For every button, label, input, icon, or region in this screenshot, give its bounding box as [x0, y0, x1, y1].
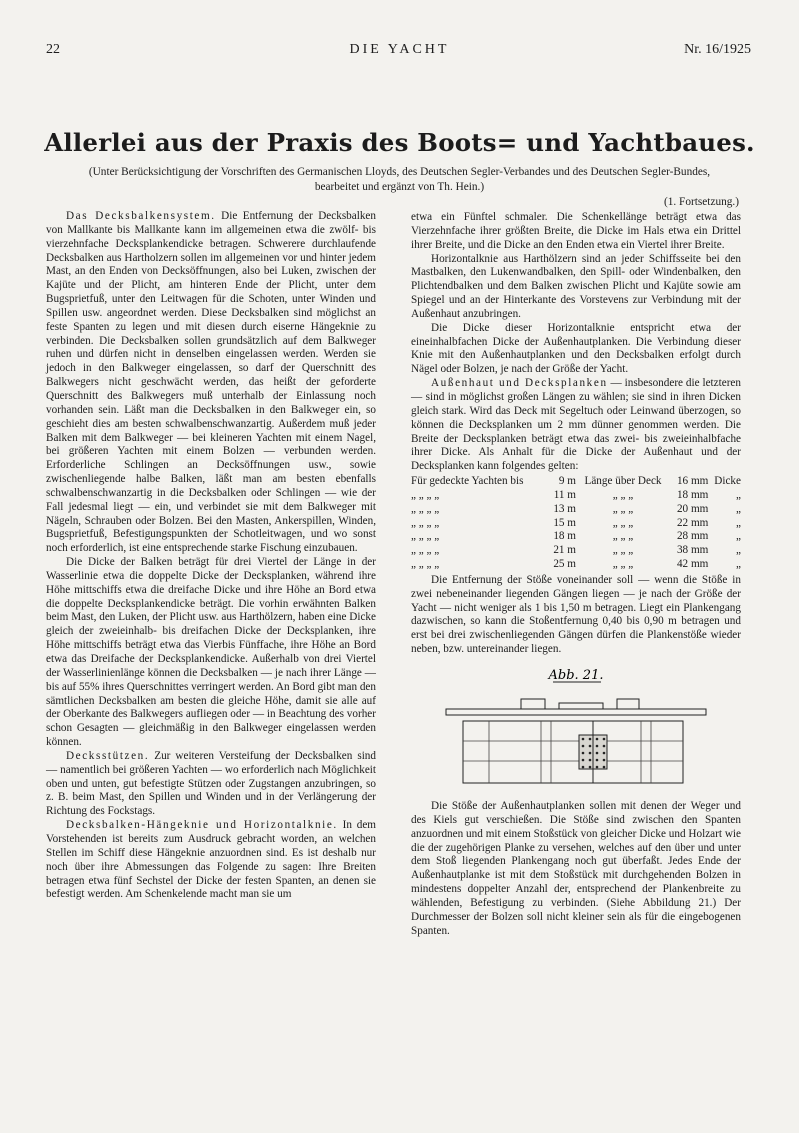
table-cell-suffix: „ [736, 488, 741, 501]
table-cell-prefix: Für gedeckte Yachten bis [411, 475, 524, 488]
continuation-note: (1. Fortsetzung.) [664, 196, 739, 208]
table-cell-mid: „ „ „ [612, 516, 634, 529]
table-cell-mid: „ „ „ [612, 544, 634, 557]
table-cell-suffix: „ [736, 516, 741, 529]
paragraph-text: Horizontalknie aus Harthölzern sind an jeder Schiffsseite bei den Mastbalken, den Lukenwandbalken, den Spill- oder Windenbalken, den Plichtendbalken und dem Balken zwischen Plicht und Kajüte sowie am Spiegel und an der Hinterkante des Vorstevens zur Verbindung mit der Außenhaut anzubringen. [411, 252, 741, 320]
paragraph [46, 556, 376, 750]
table-cell-suffix: „ [736, 558, 741, 571]
table-cell-suffix: Dicke [714, 475, 741, 488]
table-cell-prefix: „ „ „ „ [411, 558, 440, 571]
bolt-hole [582, 752, 585, 755]
table-cell-prefix: „ „ „ „ [411, 502, 440, 515]
table-cell-prefix: „ „ „ „ [411, 516, 440, 529]
paragraph [411, 377, 741, 474]
paragraph-text: etwa ein Fünftel schmaler. Die Schenkellänge beträgt etwa das Vierzehnfache ihrer größten Breite, die Dicke im Hals etwa ein Drittel ihrer Breite, und die Dicke an den Enden etwa ein Viertel ihrer Breite. [411, 211, 741, 251]
bolt-hole [582, 745, 585, 748]
left-column [46, 210, 376, 902]
table-cell-prefix: „ „ „ „ [411, 530, 440, 543]
table-row [411, 489, 741, 503]
table-row [411, 517, 741, 531]
bolt-hole [596, 752, 599, 755]
table-cell-length: 18 m [553, 530, 576, 543]
paragraph [411, 322, 741, 377]
bolt-hole [596, 766, 599, 769]
paragraph-text: Die Dicke dieser Horizontalknie entspricht etwa der eineinhalbfachen Dicke der Außenhautplanken. Die Verbindung dieser Knie mit den Außenhautplanken und den Decksbalken erfolgt durch Nägel oder Bolzen, je nach der Größe der Yacht. [411, 321, 741, 376]
table-row [411, 530, 741, 544]
figure-21 [411, 665, 741, 790]
bolt-hole [582, 766, 585, 769]
paragraph-lead: Das Decksbalkensystem. [66, 210, 216, 222]
table-row [411, 558, 741, 572]
table-row [411, 503, 741, 517]
bolt-hole [589, 745, 592, 748]
table-cell-suffix: „ [736, 502, 741, 515]
article-subtitle: (Unter Berücksichtigung der Vorschriften des Germanischen Lloyds, des Deutschen Segler-Verbandes und des Deutschen Segler-Bundes, [88, 166, 711, 178]
paragraph [46, 750, 376, 819]
bolt-hole [603, 738, 606, 741]
paragraph [411, 574, 741, 657]
table-cell-length: 21 m [553, 544, 576, 557]
bolt-hole [596, 759, 599, 762]
table-cell-length: 15 m [553, 516, 576, 529]
table-cell-length: 11 m [553, 488, 576, 501]
paragraph [411, 211, 741, 253]
table-cell-prefix: „ „ „ „ [411, 488, 440, 501]
right-column [411, 211, 741, 938]
table-cell-length: 13 m [553, 502, 576, 515]
table-cell-thickness: 20 mm [676, 502, 709, 515]
table-cell-suffix: „ [736, 544, 741, 557]
bolt-hole [603, 766, 606, 769]
table-cell-thickness: 38 mm [676, 544, 709, 557]
table-cell-prefix: „ „ „ „ [411, 544, 440, 557]
magazine-title: DIE YACHT [349, 42, 450, 57]
paragraph-text: — insbesondere die letzteren — sind in möglichst großen Längen zu wählen; sie sind in ihren Dicken gleich stark. Wird das Deck mit Segeltuch oder Leinwand überzogen, so können die Decksplanken um 2 mm dünner genommen werden. Die Breite der Decksplanken beträgt etwa das zwei- bis zweieinhalbfache ihrer Dicke. Als Anhalt für die Dicke der Außenhaut und der Decksplanken kann folgendes gelten: [411, 377, 741, 473]
bolt-hole [582, 759, 585, 762]
paragraph-lead: Decksbalken-Hängeknie und Horizontalknie. [66, 819, 338, 832]
table-cell-thickness: 42 mm [676, 558, 709, 571]
table-cell-mid: „ „ „ [612, 488, 634, 501]
table-cell-suffix: „ [736, 530, 741, 543]
issue-number: Nr. 16/1925 [684, 42, 751, 57]
table-cell-mid: „ „ „ [612, 558, 634, 571]
page-number: 22 [46, 42, 60, 57]
bolt-hole [603, 759, 606, 762]
bolt-hole [589, 738, 592, 741]
dimension-table [411, 475, 741, 572]
paragraph-text: Zur weiteren Versteifung der Decksbalken sind — namentlich bei größeren Yachten — wo erforderlich nach Möglichkeit oben und unten, gut befestigte Stützen oder Zugstangen anzubringen, so z. B. beim Mast, den Spillen und Winden und in der Verlängerung der Richtung des Fockstags. [46, 749, 376, 818]
table-cell-length: 25 m [553, 558, 576, 571]
bolt-hole [596, 738, 599, 741]
paragraph [411, 800, 741, 938]
paragraph-lead: Decksstützen. [66, 749, 150, 762]
right-column-text-top [411, 211, 741, 474]
table-cell-thickness: 16 mm [676, 475, 709, 488]
article-title: Allerlei aus der Praxis des Boots= und Yachtbaues. [44, 128, 755, 157]
paragraph-lead: Außenhaut und Decksplanken [431, 377, 608, 390]
table-cell-mid: „ „ „ [612, 502, 634, 515]
bolt-hole [603, 745, 606, 748]
table-cell-mid: Länge über Deck [584, 475, 662, 488]
bolt-hole [589, 766, 592, 769]
bolt-hole [589, 759, 592, 762]
paragraph [46, 210, 376, 556]
paragraph-text: Die Entfernung der Decksbalken von Mallkante bis Mallkante kann im allgemeinen etwa die zwölf- bis vierzehnfache Decksplankendicke betragen. Schwerere durchlaufende Decksbalken aus Hartholzern sollen im allgemeinen vor und hinter jedem Mast, an den Enden von Decksöffnungen, also bei Luken, zwischen der Kajüte und der Plicht, am hinteren Ende der Plicht, unter dem Bugsprietfuß, unter den Leitwagen für die Schoten, unter Winden und Spillen usw. angeordnet werden. Diese Decksbalken sind möglichst an feste Spanten zu legen und mit diesen durch eiserne Hängeknie zu verbinden. Die Decksbalken sollen grundsätzlich auf dem Balkweger ruhen und dürfen nicht in denselben eingelassen werden. Werden sie jedoch in den Balkweger eingelassen, so darf der Querschnitt des Balkwegers nicht geschwächt werden, das heißt der geforderte Querschnitt des Balkwegers muß unterhalb der Einlassung noch vorhanden sein. Läßt man die Decksbalken in den Balkweger ein, so geschieht dies am besten schwalbenschwanzartig. Außerdem muß jeder Balken mit dem Balkweger — bei kleineren Yachten mit einem Nagel, bei größeren Yachten mit einem Bolzen — verbunden werden. Erforderliche Schlingen an Decksöffnungen usw., sowie zwischenliegende halbe Balken, läßt man am besten ebenfalls schwalbenschwanzartig in die Decksbalken oder Schlingen — wie der Fall jedesmal liegt — ein, und verbindet sie mit dem Balkweger mit Nägeln, Schrauben oder Bolzen. Bei den Masten, Ankerspillen, Winden, Bugsprietfuß, Befestigungspunkten der Schotleitwagen, und wo sonst noch erforderlich, ist eine entsprechende starke Fischung einzubauen. [46, 210, 376, 555]
table-cell-mid: „ „ „ [612, 530, 634, 543]
bolt-hole [582, 738, 585, 741]
paragraph-text: Die Dicke der Balken beträgt für drei Viertel der Länge in der Wasserlinie etwa die doppelte Dicke der Decksplanken, während ihre Höhe mittschiffs etwa die dreifache Dicke und ihre Höhe an Bord etwa die doppelte Decksplankendicke beträgt. Die vorhin erwähnten Balken beim Mast, den Luken, der Plicht usw. aus Harthölzern, haben eine Dicke gleich der zweieinhalb- bis dreifachen Dicke der Decksplanken, ihre Höhe mittschiffs beträgt etwa das Vierbis Fünffache, ihre Höhe an Bord etwa das Dreifache der Decksplankendicke. Außerhalb von drei Viertel der Wasserlinienlänge können die Decksbalken — je nach ihrer Länge — bis auf 55% ihres Querschnittes verringert werden. An Bord gibt man den sämtlichen Decksbalken am besten die gleiche Höhe, damit sie alle auf der Oberkante des Balkwegers aufliegen oder — in Beachtung des vorher schon Gesagten — gleichmäßig in den Balkweger eingelassen werden können. [46, 556, 376, 749]
paragraph-text: In dem Vorstehenden ist bereits zum Ausdruck gebracht worden, an welchen Stellen im Schiff diese Hängeknie anzuordnen sind. Es ist deshalb nur noch über ihre Abmessungen das Folgende zu sagen: Ihre Breiten betragen etwa fünf Sechstel der Dicke der festen Spanten, an denen sie befestigt werden. Am Schenkelende macht man sie um [46, 819, 376, 901]
table-cell-thickness: 28 mm [676, 530, 709, 543]
right-column-text-middle [411, 574, 741, 657]
bolt-hole [603, 752, 606, 755]
article-byline: bearbeitet und ergänzt von Th. Hein.) [314, 181, 485, 193]
figure-label: Abb. 21. [548, 668, 604, 683]
paragraph [46, 819, 376, 902]
paragraph [411, 253, 741, 322]
bolt-hole [596, 745, 599, 748]
right-column-text-bottom [411, 800, 741, 938]
paragraph-text: Die Stöße der Außenhautplanken sollen mit denen der Weger und des Kiels gut verschießen. Die Stöße sind zwischen den Spanten anzuordnen und mit einem Stoßstück von gleicher Dicke und Holzart wie die der zugehörigen Planke zu versehen, welches auf den über und unter dem Stoß liegenden Plankengang noch gut überfaßt. Jedes Ende der Außenhautplanke ist mit dem Stoßstück mit durchgehenden Bolzen in mindestens doppelter Anzahl der, entsprechend der Plankenbreite zu wählenden, Befestigung zu verbinden. (Siehe Abbildung 21.) Der Durchmesser der Bolzen soll nicht kleiner sein als für die eingebogenen Spanten. [411, 800, 741, 937]
table-row [411, 475, 741, 489]
table-cell-thickness: 22 mm [676, 516, 709, 529]
plank-joint-illustration [441, 665, 711, 790]
table-cell-length: 9 m [558, 475, 576, 488]
table-cell-thickness: 18 mm [676, 488, 709, 501]
table-row [411, 544, 741, 558]
bolt-hole [589, 752, 592, 755]
paragraph-text: Die Entfernung der Stöße voneinander soll — wenn die Stöße in zwei nebeneinander liegenden Gängen liegen — je nach der Größe der Yacht — nicht weniger als 1 bis 1,50 m betragen. Liegt ein Plankengang dazwischen, so kann die Stoßentfernung 0,40 bis 0,90 m betragen und erst bei drei zwischenliegenden Gängen dürfen die Plankenstöße wieder neben, bzw. untereinander liegen. [411, 573, 741, 656]
